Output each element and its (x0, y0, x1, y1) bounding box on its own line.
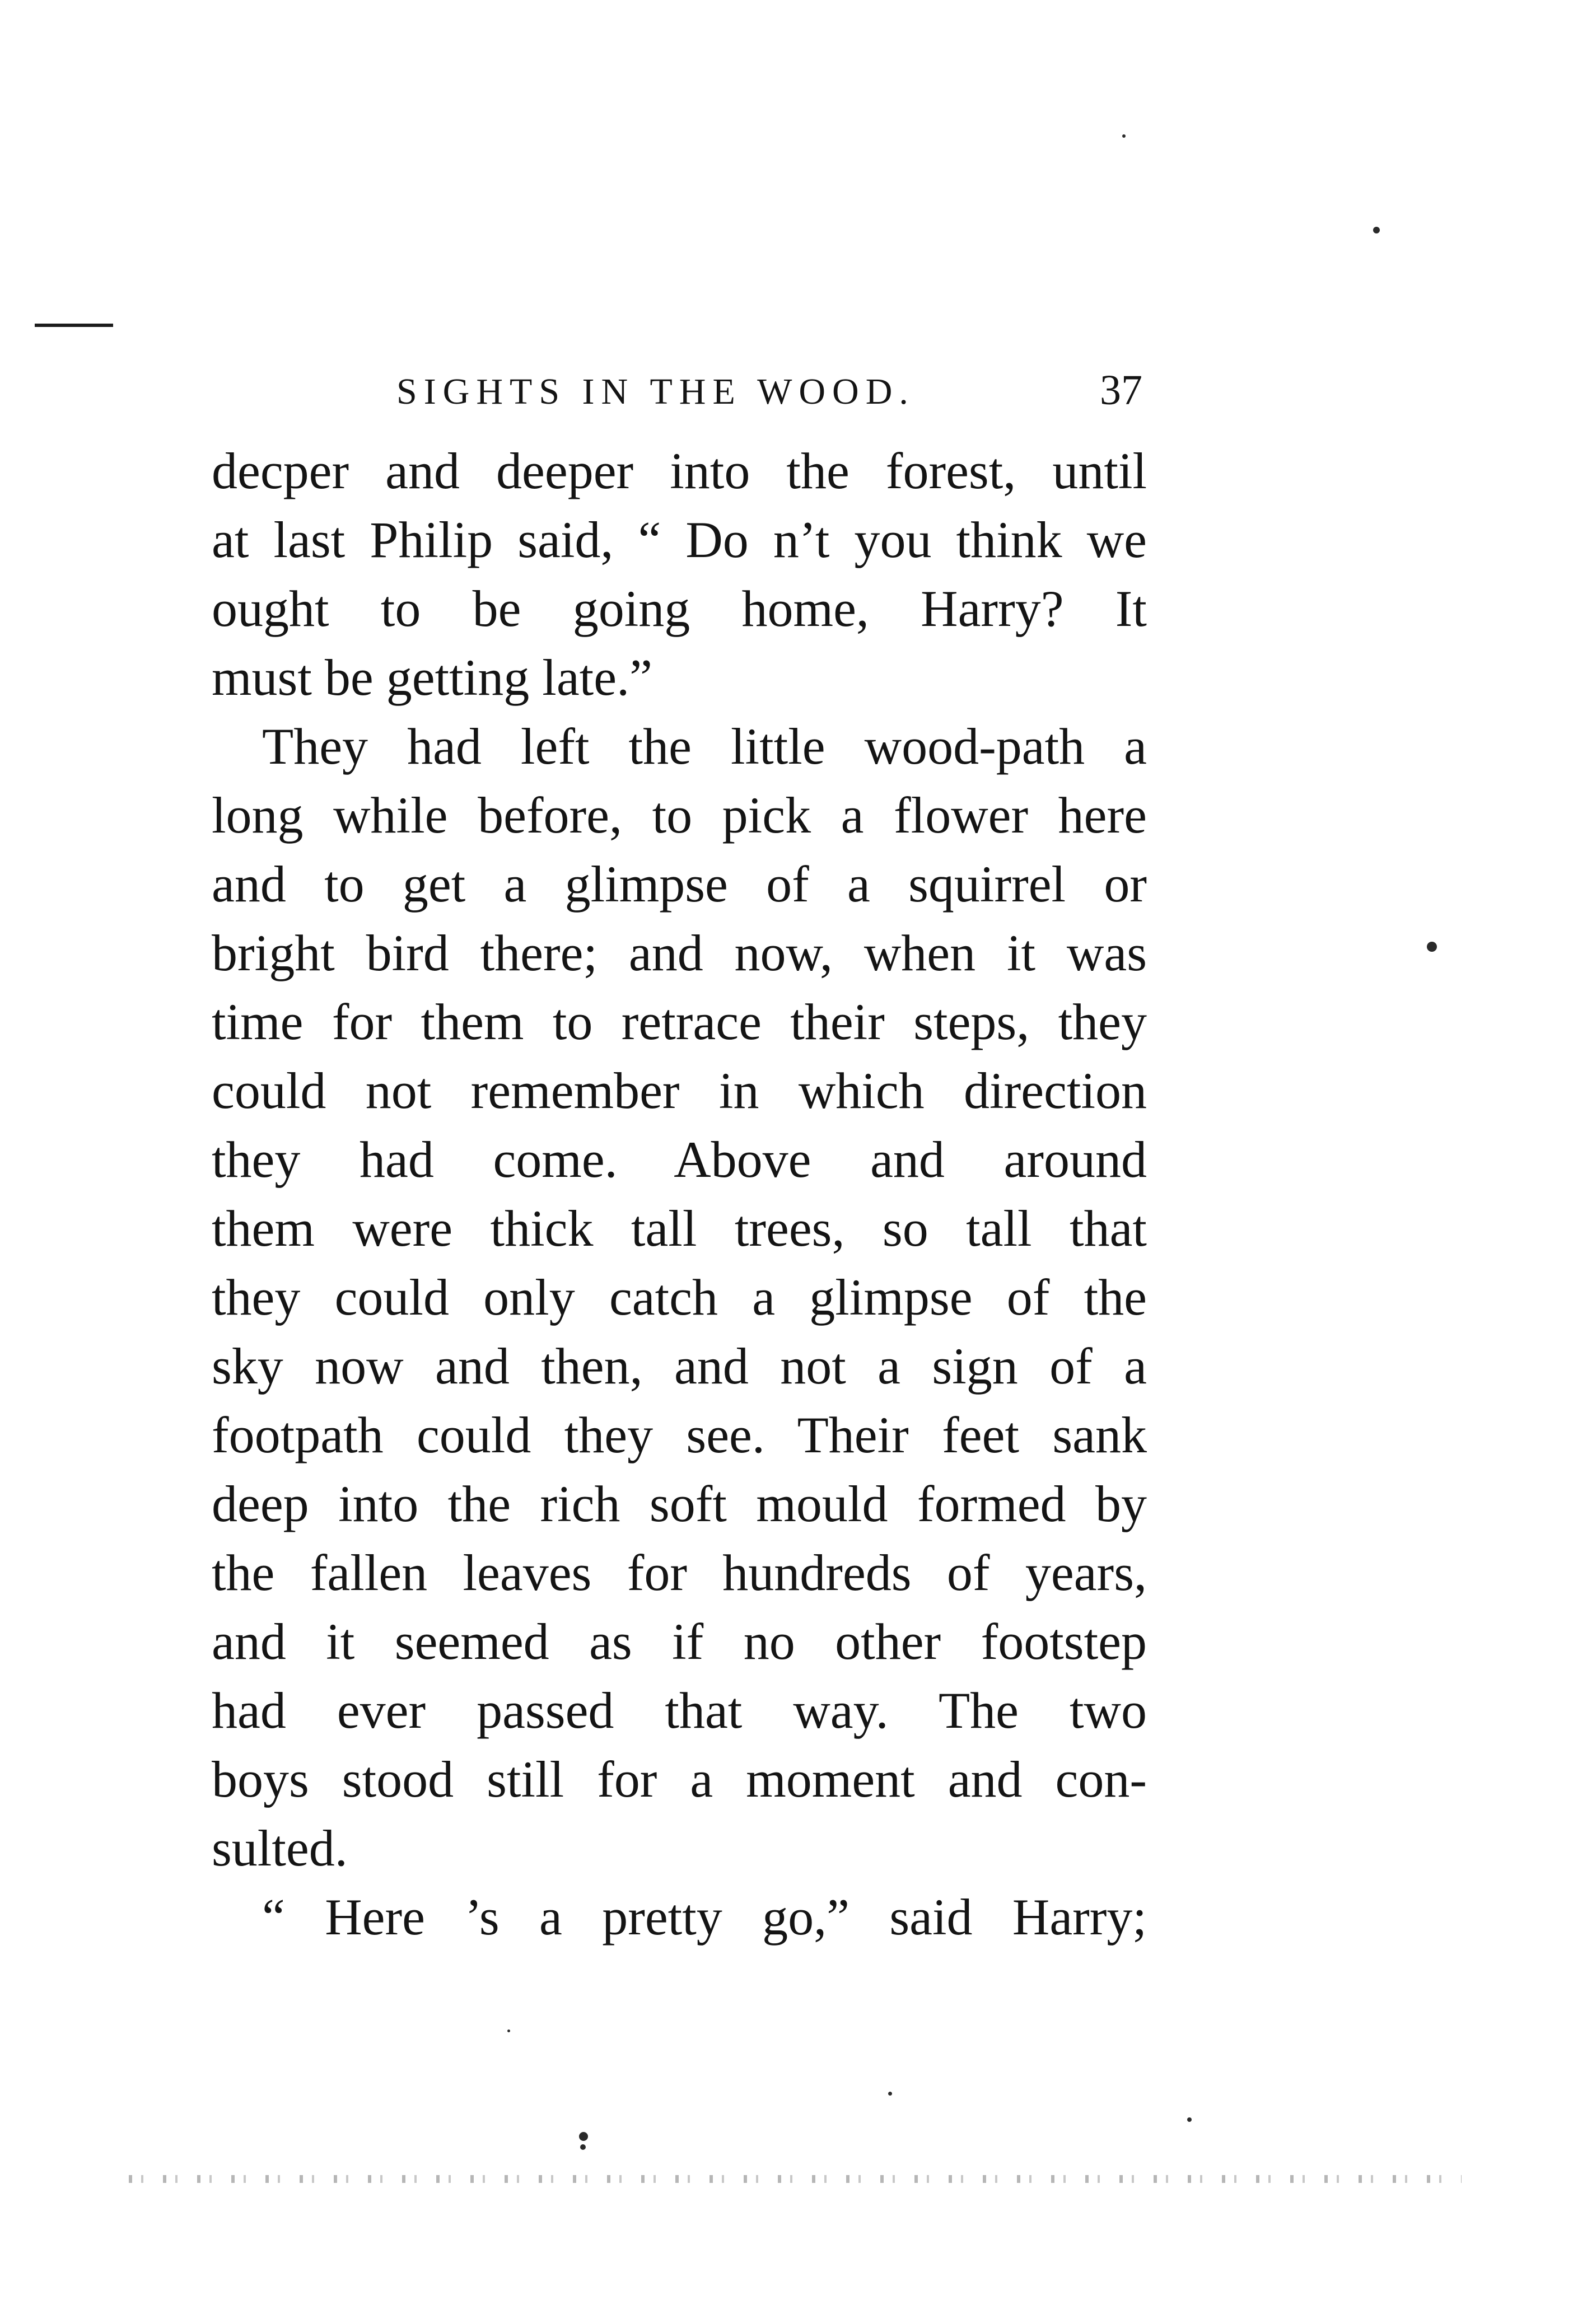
text-line: them were thick tall trees, so tall that (212, 1200, 1147, 1257)
body-text (212, 437, 1147, 1952)
running-head (212, 358, 1147, 420)
text-line: boys stood still for a moment and con- (212, 1751, 1147, 1808)
text-line: long while before, to pick a flower here (212, 787, 1147, 844)
text-line: sulted. (212, 1820, 348, 1877)
running-head-title: SIGHTS IN THE WOOD. (396, 371, 915, 412)
paragraph-first-line: “ Here ’s a pretty go,” said Harry; (262, 1888, 1147, 1946)
paragraph-first-line: They had left the little wood-path a (262, 718, 1147, 775)
scan-noise-strip (129, 2175, 1462, 2183)
text-line: at last Philip said, “ Do n’t you think we (212, 511, 1147, 568)
scan-speck (1427, 942, 1437, 952)
scan-speck (1122, 134, 1126, 138)
text-line: had ever passed that way. The two (212, 1682, 1147, 1739)
text-line: time for them to retrace their steps, they (212, 993, 1147, 1050)
text-line: and to get a glimpse of a squirrel or (212, 855, 1147, 913)
page-number: 37 (1100, 367, 1142, 414)
scan-speck (1187, 2117, 1192, 2122)
scan-speck (888, 2092, 892, 2096)
text-line: they had come. Above and around (212, 1131, 1147, 1188)
text-line: must be getting late.” (212, 649, 652, 706)
margin-rule-mark (35, 324, 113, 327)
text-line: could not remember in which direction (212, 1062, 1147, 1119)
text-line: sky now and then, and not a sign of a (212, 1338, 1147, 1395)
text-line: footpath could they see. Their feet sank (212, 1406, 1147, 1463)
scan-speck (579, 2132, 588, 2141)
scan-speck (1373, 227, 1380, 233)
text-line: decper and deeper into the forest, until (212, 442, 1147, 499)
text-line: deep into the rich soft mould formed by (212, 1475, 1147, 1532)
text-line: ought to be going home, Harry? It (212, 580, 1147, 637)
text-line: the fallen leaves for hundreds of years, (212, 1544, 1147, 1601)
text-line: bright bird there; and now, when it was (212, 924, 1147, 981)
text-line: they could only catch a glimpse of the (212, 1269, 1147, 1326)
scan-speck (507, 2030, 510, 2032)
text-line: and it seemed as if no other footstep (212, 1613, 1147, 1670)
scan-speck (580, 2144, 586, 2150)
